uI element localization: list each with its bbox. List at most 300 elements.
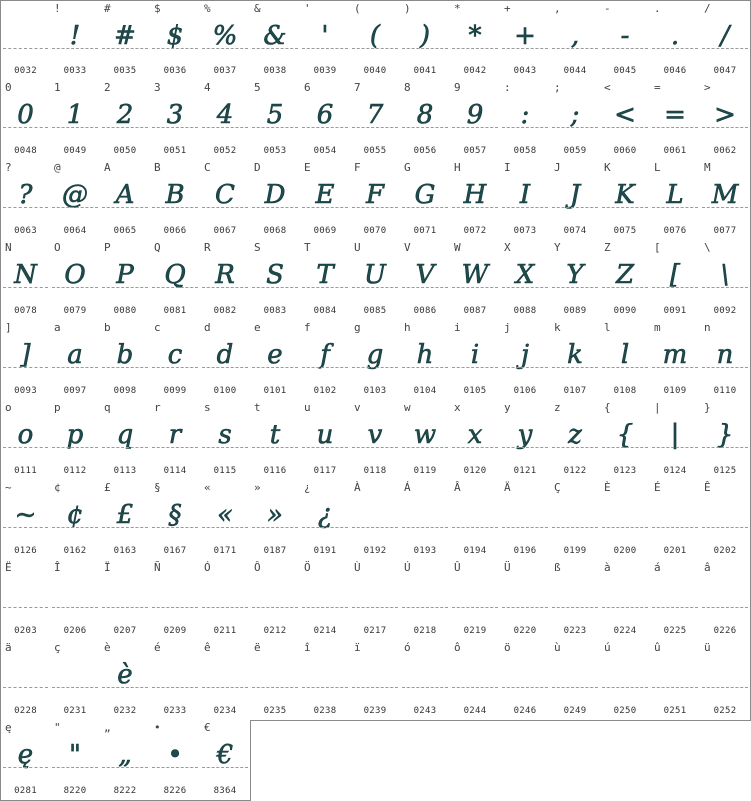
glyph-code: 0109 xyxy=(663,386,687,396)
glyph-cell xyxy=(450,240,501,321)
glyph-label: s xyxy=(204,401,211,414)
glyph-sample: i xyxy=(470,340,480,370)
glyph-sample: ' xyxy=(321,21,329,51)
glyph-cell xyxy=(150,720,201,801)
baseline-guide xyxy=(3,607,48,608)
glyph-label: Ê xyxy=(704,481,711,494)
glyph-code: 0050 xyxy=(113,146,137,156)
glyph-label: Ï xyxy=(104,561,111,574)
glyph-code: 0054 xyxy=(313,146,337,156)
glyph-code: 0093 xyxy=(14,386,37,396)
glyph-code: 0051 xyxy=(163,146,187,156)
glyph-label: é xyxy=(154,641,161,654)
baseline-guide xyxy=(52,367,98,368)
glyph-cell xyxy=(550,400,601,481)
glyph-label: ¢ xyxy=(54,481,61,494)
baseline-guide xyxy=(502,127,548,128)
glyph-cell xyxy=(250,80,301,161)
baseline-guide xyxy=(702,367,748,368)
glyph-cell xyxy=(100,560,151,641)
glyph-label: } xyxy=(704,401,711,414)
glyph-sample: U xyxy=(364,260,386,290)
baseline-guide xyxy=(202,767,248,768)
glyph-code: 0121 xyxy=(513,466,537,476)
glyph-cell xyxy=(550,80,601,161)
baseline-guide xyxy=(302,127,348,128)
glyph-code: 0073 xyxy=(513,226,537,236)
glyph-label: 4 xyxy=(204,81,211,94)
baseline-guide xyxy=(552,607,598,608)
glyph-cell xyxy=(300,0,351,81)
glyph-label: ë xyxy=(254,641,261,654)
baseline-guide xyxy=(652,607,698,608)
glyph-code: 0212 xyxy=(263,626,287,636)
glyph-code: 0074 xyxy=(563,226,587,236)
glyph-label: Ä xyxy=(504,481,511,494)
baseline-guide xyxy=(52,127,98,128)
glyph-cell xyxy=(500,240,551,321)
baseline-guide xyxy=(502,207,548,208)
glyph-sample: t xyxy=(269,420,281,450)
glyph-sample: Z xyxy=(615,260,635,290)
glyph-code: 0214 xyxy=(313,626,337,636)
baseline-guide xyxy=(102,287,148,288)
glyph-sample: D xyxy=(264,180,286,210)
glyph-sample: j xyxy=(520,340,530,370)
glyph-sample: ¿ xyxy=(318,500,332,530)
glyph-code: 0098 xyxy=(113,386,137,396)
baseline-guide xyxy=(102,48,148,49)
glyph-sample: . xyxy=(670,21,680,51)
glyph-label: { xyxy=(604,401,611,414)
glyph-cell xyxy=(350,160,401,241)
glyph-sample: 6 xyxy=(316,100,334,130)
baseline-guide xyxy=(652,687,698,688)
glyph-cell xyxy=(400,80,451,161)
glyph-label: x xyxy=(454,401,461,414)
glyph-sample: J xyxy=(569,180,581,210)
glyph-sample: 4 xyxy=(216,100,234,130)
glyph-sample: { xyxy=(616,420,634,450)
glyph-cell xyxy=(250,560,301,641)
glyph-cell xyxy=(450,640,501,721)
glyph-label: d xyxy=(204,321,211,334)
baseline-guide xyxy=(602,447,648,448)
glyph-sample: , xyxy=(570,21,580,51)
glyph-sample: p xyxy=(66,420,84,450)
glyph-label: \ xyxy=(704,241,711,254)
glyph-cell xyxy=(400,240,451,321)
glyph-sample: P xyxy=(116,260,134,290)
glyph-code: 0067 xyxy=(213,226,237,236)
baseline-guide xyxy=(352,687,398,688)
glyph-sample: f xyxy=(320,340,330,370)
glyph-label: j xyxy=(504,321,511,334)
baseline-guide xyxy=(302,527,348,528)
glyph-cell xyxy=(250,400,301,481)
baseline-guide xyxy=(402,367,448,368)
baseline-guide xyxy=(452,48,498,49)
baseline-guide xyxy=(352,207,398,208)
glyph-cell xyxy=(0,320,51,401)
baseline-guide xyxy=(402,607,448,608)
glyph-code: 0106 xyxy=(513,386,537,396)
glyph-cell xyxy=(200,80,251,161)
glyph-cell xyxy=(500,160,551,241)
glyph-code: 0111 xyxy=(14,466,37,476)
glyph-label: 5 xyxy=(254,81,261,94)
baseline-guide xyxy=(402,127,448,128)
glyph-label: É xyxy=(654,481,661,494)
glyph-label: Ù xyxy=(354,561,361,574)
glyph-cell xyxy=(700,80,751,161)
glyph-cell xyxy=(250,480,301,561)
baseline-guide xyxy=(202,687,248,688)
glyph-code: 0233 xyxy=(163,706,187,716)
glyph-code: 8226 xyxy=(163,786,187,796)
glyph-sample: V xyxy=(415,260,435,290)
baseline-guide xyxy=(502,287,548,288)
glyph-label: < xyxy=(604,81,611,94)
baseline-guide xyxy=(52,48,98,49)
glyph-code: 0063 xyxy=(14,226,37,236)
baseline-guide xyxy=(452,447,498,448)
glyph-sample: Y xyxy=(566,260,584,290)
glyph-code: 0070 xyxy=(363,226,387,236)
glyph-cell xyxy=(400,0,451,81)
glyph-label: 9 xyxy=(454,81,461,94)
baseline-guide xyxy=(52,287,98,288)
baseline-guide xyxy=(302,447,348,448)
glyph-code: 0048 xyxy=(14,146,37,156)
glyph-label: @ xyxy=(54,161,61,174)
baseline-guide xyxy=(202,287,248,288)
baseline-guide xyxy=(302,367,348,368)
baseline-guide xyxy=(402,287,448,288)
glyph-cell xyxy=(450,480,501,561)
glyph-code: 0281 xyxy=(14,786,37,796)
glyph-label: ¿ xyxy=(304,481,311,494)
baseline-guide xyxy=(202,607,248,608)
glyph-code: 0207 xyxy=(113,626,137,636)
glyph-cell xyxy=(300,640,351,721)
glyph-code: 0105 xyxy=(463,386,487,396)
glyph-code: 0223 xyxy=(563,626,587,636)
glyph-code: 0103 xyxy=(363,386,387,396)
glyph-cell xyxy=(700,400,751,481)
baseline-guide xyxy=(3,367,48,368)
glyph-cell xyxy=(150,640,201,721)
glyph-code: 0238 xyxy=(313,706,337,716)
glyph-label: 8 xyxy=(404,81,411,94)
glyph-cell xyxy=(350,560,401,641)
baseline-guide xyxy=(502,367,548,368)
glyph-cell xyxy=(150,560,201,641)
baseline-guide xyxy=(402,207,448,208)
baseline-guide xyxy=(502,447,548,448)
baseline-guide xyxy=(3,207,48,208)
baseline-guide xyxy=(152,607,198,608)
glyph-label: O xyxy=(54,241,61,254)
glyph-label: ? xyxy=(5,161,12,174)
glyph-code: 0084 xyxy=(313,306,337,316)
glyph-cell xyxy=(100,720,151,801)
glyph-sample: r xyxy=(168,420,182,450)
glyph-code: 0193 xyxy=(413,546,437,556)
baseline-guide xyxy=(252,367,298,368)
glyph-sample: £ xyxy=(116,500,134,530)
glyph-sample: ę xyxy=(17,740,34,770)
glyph-code: 0091 xyxy=(663,306,687,316)
glyph-code: 0062 xyxy=(713,146,737,156)
glyph-label: T xyxy=(304,241,311,254)
glyph-cell xyxy=(200,480,251,561)
glyph-label: Û xyxy=(454,561,461,574)
glyph-cell xyxy=(600,640,651,721)
glyph-sample: ; xyxy=(570,100,580,130)
glyph-label: D xyxy=(254,161,261,174)
glyph-sample: I xyxy=(519,180,531,210)
glyph-sample: % xyxy=(212,21,238,51)
glyph-label: „ xyxy=(104,721,111,734)
baseline-guide xyxy=(552,687,598,688)
glyph-code: 0171 xyxy=(213,546,237,556)
glyph-code: 0117 xyxy=(313,466,337,476)
glyph-label: à xyxy=(604,561,611,574)
glyph-sample: ! xyxy=(69,21,81,51)
glyph-code: 0041 xyxy=(413,66,437,76)
glyph-cell xyxy=(350,480,401,561)
glyph-cell xyxy=(650,0,701,81)
glyph-cell xyxy=(250,240,301,321)
glyph-code: 0108 xyxy=(613,386,637,396)
baseline-guide xyxy=(252,527,298,528)
glyph-cell xyxy=(700,640,751,721)
glyph-label: > xyxy=(704,81,711,94)
glyph-code: 0052 xyxy=(213,146,237,156)
glyph-sample: € xyxy=(216,740,234,770)
glyph-code: 0206 xyxy=(63,626,87,636)
glyph-cell xyxy=(200,640,251,721)
glyph-code: 0097 xyxy=(63,386,87,396)
glyph-code: 0104 xyxy=(413,386,437,396)
glyph-cell xyxy=(500,320,551,401)
glyph-sample: 2 xyxy=(116,100,134,130)
glyph-code: 0088 xyxy=(513,306,537,316)
glyph-label: i xyxy=(454,321,461,334)
glyph-code: 0042 xyxy=(463,66,487,76)
glyph-code: 0202 xyxy=(713,546,737,556)
glyph-cell xyxy=(700,560,751,641)
baseline-guide xyxy=(502,48,548,49)
glyph-label: ) xyxy=(404,2,411,15)
glyph-label: y xyxy=(504,401,511,414)
glyph-code: 0243 xyxy=(413,706,437,716)
glyph-cell xyxy=(650,80,701,161)
glyph-cell xyxy=(250,160,301,241)
glyph-cell xyxy=(650,640,701,721)
glyph-cell xyxy=(100,400,151,481)
glyph-code: 0071 xyxy=(413,226,437,236)
glyph-cell xyxy=(550,480,601,561)
glyph-label: ä xyxy=(5,641,12,654)
baseline-guide xyxy=(552,48,598,49)
glyph-label: ç xyxy=(54,641,61,654)
glyph-sample: n xyxy=(716,340,734,370)
baseline-guide xyxy=(702,447,748,448)
glyph-cell xyxy=(500,560,551,641)
glyph-code: 0249 xyxy=(563,706,587,716)
glyph-label: Ó xyxy=(204,561,211,574)
baseline-guide xyxy=(552,127,598,128)
glyph-label: , xyxy=(554,2,561,15)
glyph-cell xyxy=(600,80,651,161)
glyph-sample: y xyxy=(517,420,533,450)
glyph-code: 0244 xyxy=(463,706,487,716)
glyph-cell xyxy=(350,320,401,401)
baseline-guide xyxy=(452,607,498,608)
glyph-label: Â xyxy=(454,481,461,494)
glyph-code: 0099 xyxy=(163,386,187,396)
glyph-code: 0090 xyxy=(613,306,637,316)
glyph-cell xyxy=(400,480,451,561)
glyph-label: Î xyxy=(54,561,61,574)
glyph-cell xyxy=(600,480,651,561)
baseline-guide xyxy=(702,127,748,128)
glyph-cell xyxy=(400,400,451,481)
glyph-label: S xyxy=(254,241,261,254)
glyph-label: [ xyxy=(654,241,661,254)
glyph-label: ù xyxy=(554,641,561,654)
glyph-label: û xyxy=(654,641,661,654)
glyph-code: 0218 xyxy=(413,626,437,636)
glyph-sample: 8 xyxy=(416,100,434,130)
glyph-sample: k xyxy=(567,340,583,370)
baseline-guide xyxy=(552,447,598,448)
glyph-label: & xyxy=(254,2,261,15)
glyph-label: A xyxy=(104,161,111,174)
baseline-guide xyxy=(252,447,298,448)
glyph-cell xyxy=(450,560,501,641)
glyph-cell xyxy=(650,400,701,481)
glyph-cell xyxy=(550,320,601,401)
glyph-sample: 5 xyxy=(266,100,284,130)
glyph-label: e xyxy=(254,321,261,334)
baseline-guide xyxy=(702,687,748,688)
baseline-guide xyxy=(52,447,98,448)
glyph-code: 0232 xyxy=(113,706,137,716)
glyph-sample: 0 xyxy=(17,100,34,130)
glyph-sample: @ xyxy=(62,180,88,210)
glyph-cell xyxy=(300,400,351,481)
baseline-guide xyxy=(202,447,248,448)
baseline-guide xyxy=(252,287,298,288)
glyph-code: 0122 xyxy=(563,466,587,476)
glyph-sample: W xyxy=(461,260,489,290)
baseline-guide xyxy=(352,287,398,288)
glyph-cell xyxy=(500,0,551,81)
glyph-code: 0059 xyxy=(563,146,587,156)
glyph-sample: w xyxy=(413,420,437,450)
glyph-cell xyxy=(550,0,601,81)
glyph-code: 0123 xyxy=(613,466,637,476)
glyph-code: 0199 xyxy=(563,546,587,556)
glyph-cell xyxy=(300,560,351,641)
glyph-sample: o xyxy=(17,420,34,450)
glyph-cell xyxy=(700,0,751,81)
baseline-guide xyxy=(152,687,198,688)
glyph-label: t xyxy=(254,401,261,414)
glyph-label: 6 xyxy=(304,81,311,94)
glyph-cell xyxy=(600,400,651,481)
glyph-label: â xyxy=(704,561,711,574)
glyph-sample: B xyxy=(165,180,185,210)
glyph-code: 0120 xyxy=(463,466,487,476)
baseline-guide xyxy=(452,367,498,368)
glyph-code: 0038 xyxy=(263,66,287,76)
glyph-code: 0113 xyxy=(113,466,137,476)
baseline-guide xyxy=(352,367,398,368)
glyph-label: Ñ xyxy=(154,561,161,574)
baseline-guide xyxy=(652,287,698,288)
glyph-label: ü xyxy=(704,641,711,654)
glyph-code: 0219 xyxy=(463,626,487,636)
baseline-guide xyxy=(652,447,698,448)
glyph-cell xyxy=(50,560,101,641)
glyph-code: 0064 xyxy=(63,226,87,236)
glyph-cell xyxy=(250,320,301,401)
glyph-code: 0035 xyxy=(113,66,137,76)
glyph-code: 0200 xyxy=(613,546,637,556)
glyph-code: 0119 xyxy=(413,466,437,476)
glyph-label: Z xyxy=(604,241,611,254)
baseline-guide xyxy=(452,127,498,128)
glyph-cell xyxy=(200,320,251,401)
glyph-sample: « xyxy=(217,500,233,530)
glyph-label: á xyxy=(654,561,661,574)
baseline-guide xyxy=(202,127,248,128)
glyph-code: 0043 xyxy=(513,66,537,76)
baseline-guide xyxy=(102,767,148,768)
glyph-label: c xyxy=(154,321,161,334)
glyph-label: : xyxy=(504,81,511,94)
glyph-code: 8222 xyxy=(113,786,137,796)
glyph-label: « xyxy=(204,481,211,494)
glyph-sample: = xyxy=(664,100,686,130)
glyph-cell xyxy=(300,160,351,241)
baseline-guide xyxy=(252,127,298,128)
glyph-cell xyxy=(100,240,151,321)
baseline-guide xyxy=(3,48,48,49)
glyph-code: 0118 xyxy=(363,466,387,476)
glyph-code: 0203 xyxy=(14,626,37,636)
glyph-label: 2 xyxy=(104,81,111,94)
glyph-code: 0126 xyxy=(14,546,37,556)
baseline-guide xyxy=(102,127,148,128)
glyph-code: 0226 xyxy=(713,626,737,636)
glyph-sample: C xyxy=(215,180,235,210)
glyph-label: Ú xyxy=(404,561,411,574)
glyph-sample: z xyxy=(568,420,582,450)
baseline-guide xyxy=(252,48,298,49)
baseline-guide xyxy=(552,527,598,528)
glyph-code: 0076 xyxy=(663,226,687,236)
glyph-label: G xyxy=(404,161,411,174)
baseline-guide xyxy=(202,367,248,368)
glyph-label: " xyxy=(54,721,61,734)
glyph-sample: g xyxy=(366,340,384,370)
glyph-label: + xyxy=(504,2,511,15)
